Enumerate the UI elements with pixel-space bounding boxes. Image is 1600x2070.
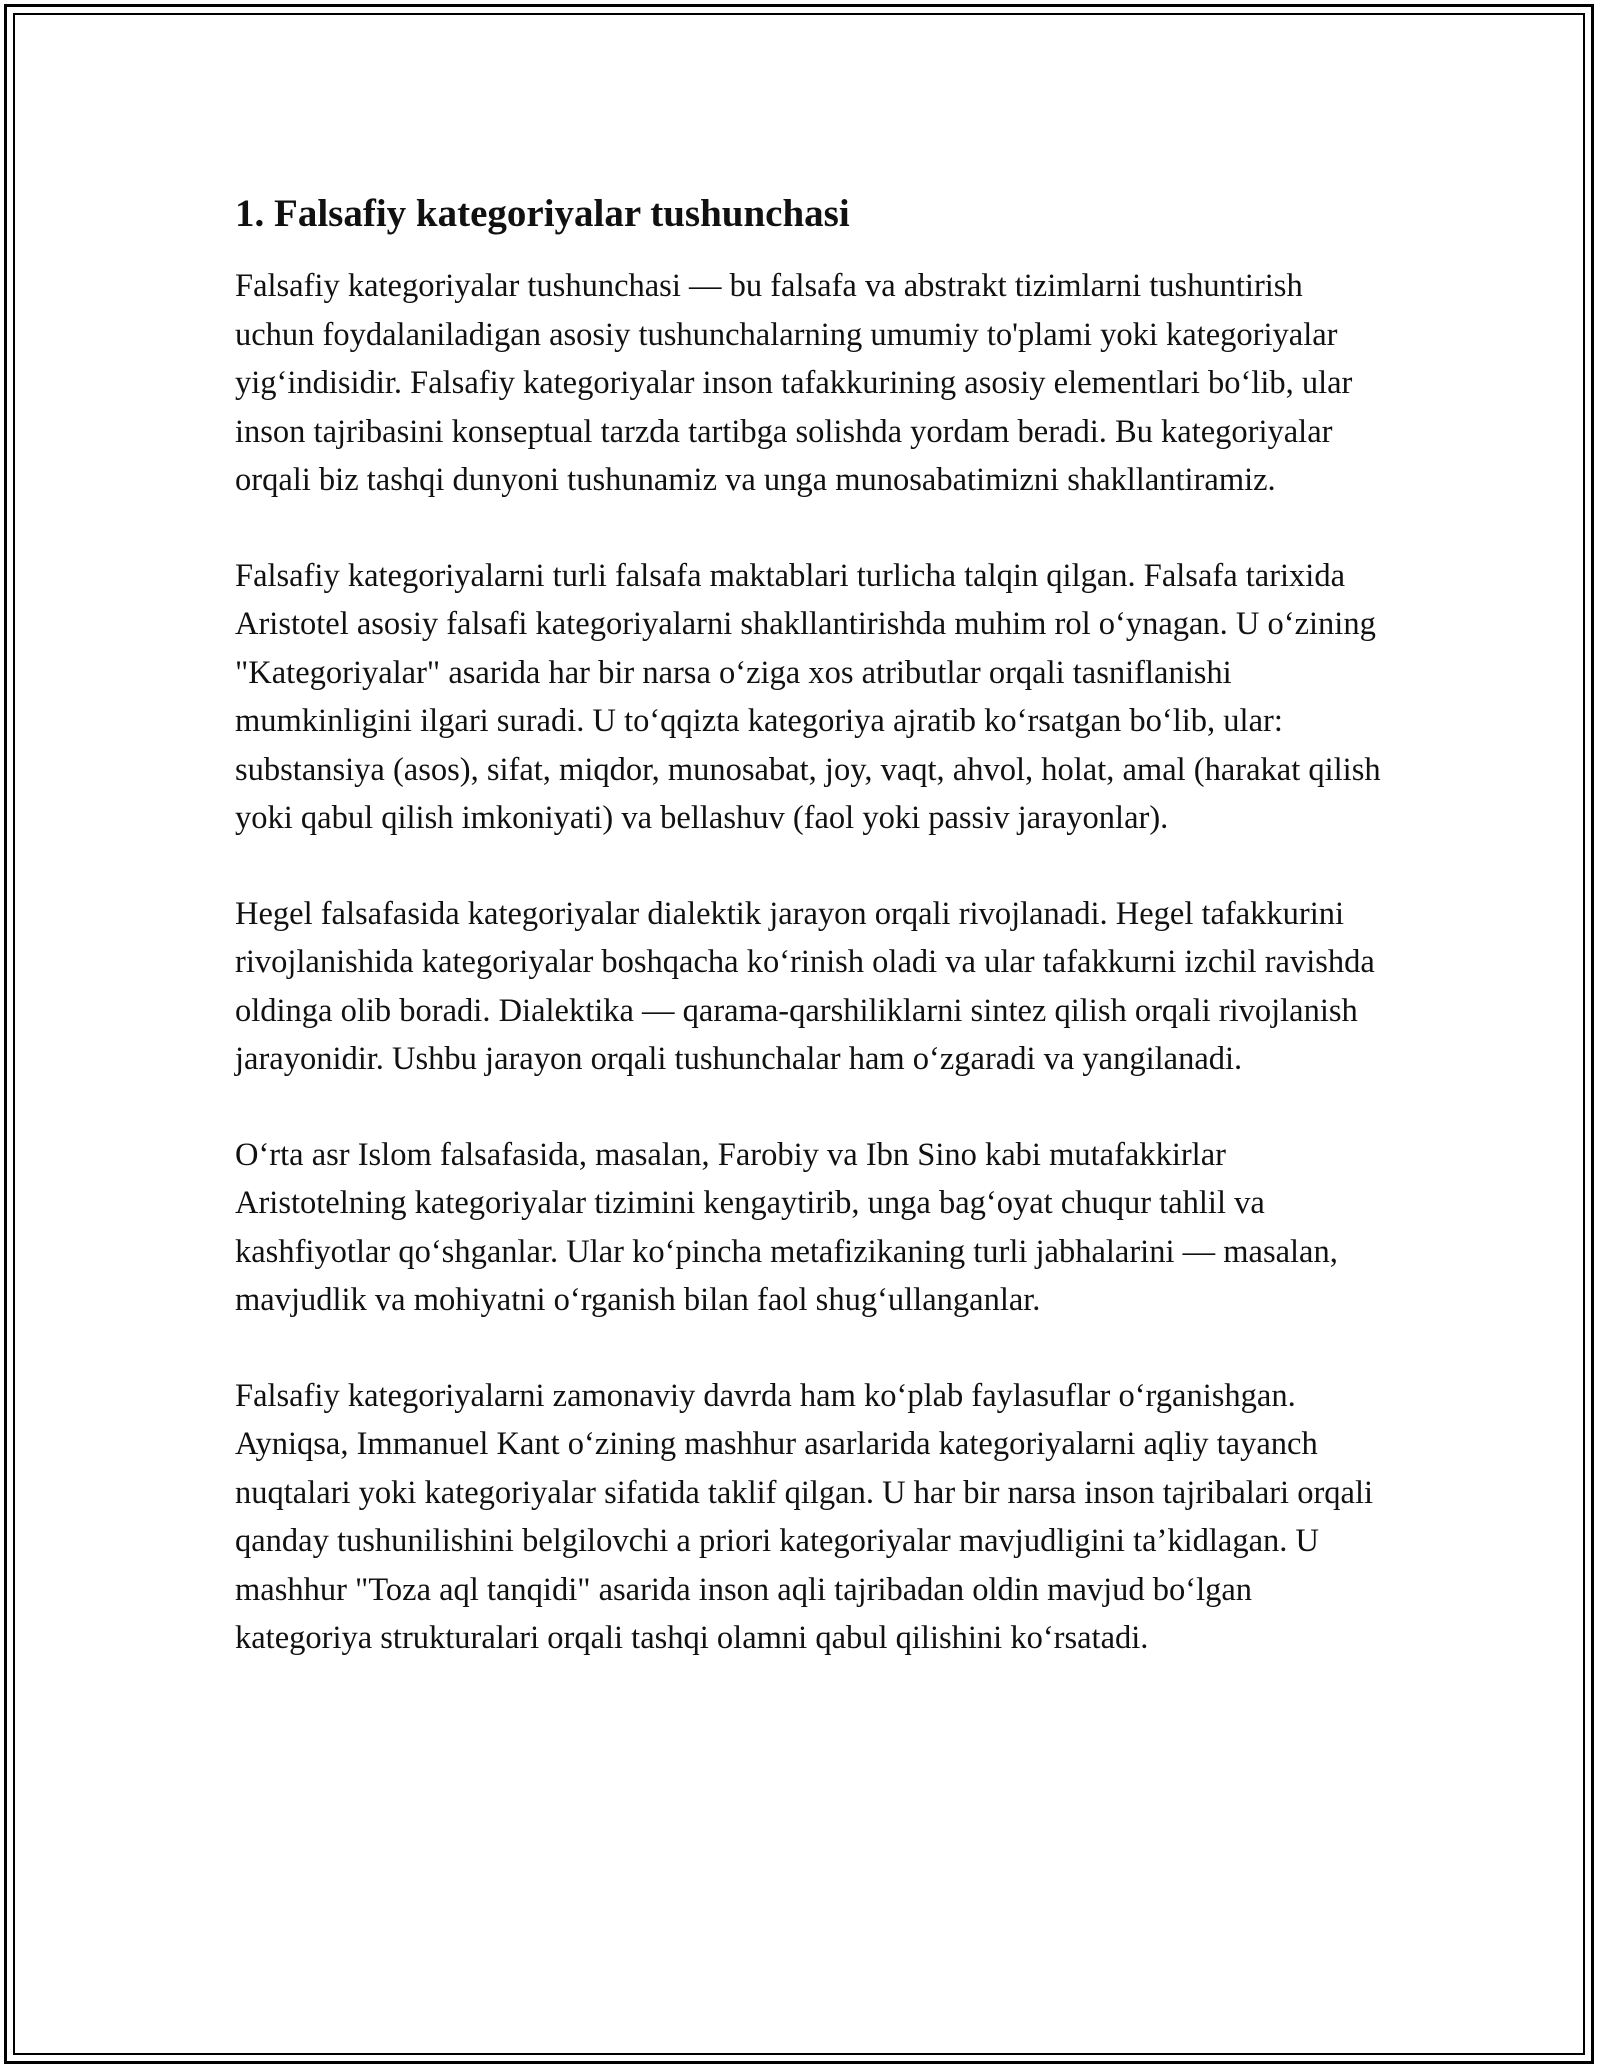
paragraph-aristotle: Falsafiy kategoriyalarni turli falsafa maktablari turlicha talqin qilgan. Falsafa tarixida Aristotel asosiy falsafi kategoriyalarni shakllantirishda muhim rol o‘ynagan. U o‘zining "Kategoriyalar" asarida har bir narsa o‘ziga xos atributlar orqali tasniflanishi mumkinligini ilgari suradi. U to‘qqizta kategoriya ajratib ko‘rsatgan bo‘lib, ular: substansiya (asos), sifat, miqdor, munosabat, joy, vaqt, ahvol, holat, amal (harakat qilish yoki qabul qilish imkoniyati) va bellashuv (faol yoki passiv jarayonlar). xyxy=(235,557,1381,836)
paragraph-kant: Falsafiy kategoriyalarni zamonaviy davrda ham ko‘plab faylasuflar o‘rganishgan. Ayniqsa, Immanuel Kant o‘zining mashhur asarlarida kategoriyalarni aqliy tayanch nuqtalari yoki kategoriyalar sifatida taklif qilgan. U har bir narsa inson tajribalari orqali qanday tushunilishini belgilovchi a priori kategoriyalar mavjudligini ta’kidlagan. U mashhur "Toza aql tanqidi" asarida inson aqli tajribadan oldin mavjud bo‘lgan kategoriya strukturalari orqali tashqi olamni qabul qilishini ko‘rsatadi. xyxy=(235,1377,1374,1656)
document-body xyxy=(235,188,1385,1710)
paragraph-islamic-philosophy: O‘rta asr Islom falsafasida, masalan, Farobiy va Ibn Sino kabi mutafakkirlar Aristotelning kategoriyalar tizimini kengaytirib, unga bag‘oyat chuqur tahlil va kashfiyotlar qo‘shganlar. Ular ko‘pincha metafizikaning turli jabhalarini — masalan, mavjudlik va mohiyatni o‘rganish bilan faol shug‘ullanganlar. xyxy=(235,1136,1338,1318)
paragraph-definition: Falsafiy kategoriyalar tushunchasi — bu falsafa va abstrakt tizimlarni tushuntirish uchun foydalaniladigan asosiy tushunchalarning umumiy to'plami yoki kategoriyalar yig‘indisidir. Falsafiy kategoriyalar inson tafakkurining asosiy elementlari bo‘lib, ular inson tajribasini konseptual tarzda tartibga solishda yordam beradi. Bu kategoriyalar orqali biz tashqi dunyoni tushunamiz va unga munosabatimizni shakllantiramiz. xyxy=(235,268,1353,498)
section-heading: 1. Falsafiy kategoriyalar tushunchasi xyxy=(235,192,850,235)
paragraph-hegel: Hegel falsafasida kategoriyalar dialektik jarayon orqali rivojlanadi. Hegel tafakkurini rivojlanishida kategoriyalar boshqacha ko‘rinish oladi va ular tafakkurni izchil ravishda oldinga olib boradi. Dialektika — qarama-qarshiliklarni sintez qilish orqali rivojlanish jarayonidir. Ushbu jarayon orqali tushunchalar ham o‘zgaradi va yangilanadi. xyxy=(235,895,1375,1077)
